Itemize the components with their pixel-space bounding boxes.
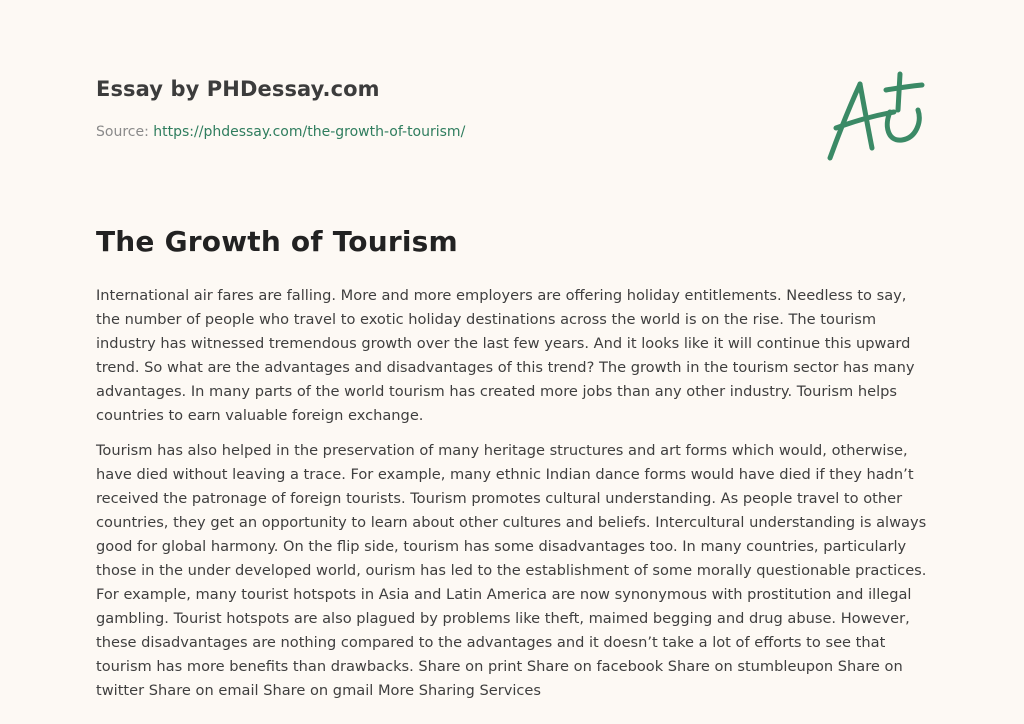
article-title: The Growth of Tourism <box>96 225 458 258</box>
article-body <box>96 284 932 714</box>
source-link[interactable]: https://phdessay.com/the-growth-of-tourism/ <box>153 124 466 140</box>
brand-title: Essay by PHDessay.com <box>96 77 380 101</box>
paragraph-1: International air fares are falling. More and more employers are offering holiday entitlements. Needless to say, the number of people who travel to exotic holiday destinations across the world is on the rise. The tourism industry has witnessed tremendous growth over the last few years. And it looks like it will continue this upward trend. So what are the advantages and disadvantages of this trend? The growth in the tourism sector has many advantages. In many parts of the world tourism has created more jobs than any other industry. Tourism helps countries to earn valuable foreign exchange. <box>96 287 915 424</box>
source-label: Source: <box>96 124 149 140</box>
paragraph-2: Tourism has also helped in the preservation of many heritage structures and art forms which would, otherwise, have died without leaving a trace. For example, many ethnic Indian dance forms would have died if they hadn’t received the patronage of foreign tourists. Tourism promotes cultural understanding. As people travel to other countries, they get an opportunity to learn about other cultures and beliefs. Intercultural understanding is always good for global harmony. On the flip side, tourism has some disadvantages too. In many countries, particularly those in the under developed world, ourism has led to the establishment of some morally questionable practices. For example, many tourist hotspots in Asia and Latin America are now synonymous with prostitution and illegal gambling. Tourist hotspots are also plagued by problems like theft, maimed begging and drug abuse. However, these disadvantages are nothing compared to the advantages and it doesn’t take a lot of efforts to see that tourism has more benefits than drawbacks. Share on print Share on facebook Share on stumbleupon Share on twitter Share on email Share on gmail More Sharing Services <box>96 442 927 699</box>
source-line <box>96 124 465 140</box>
a-plus-logo-icon <box>822 66 932 166</box>
